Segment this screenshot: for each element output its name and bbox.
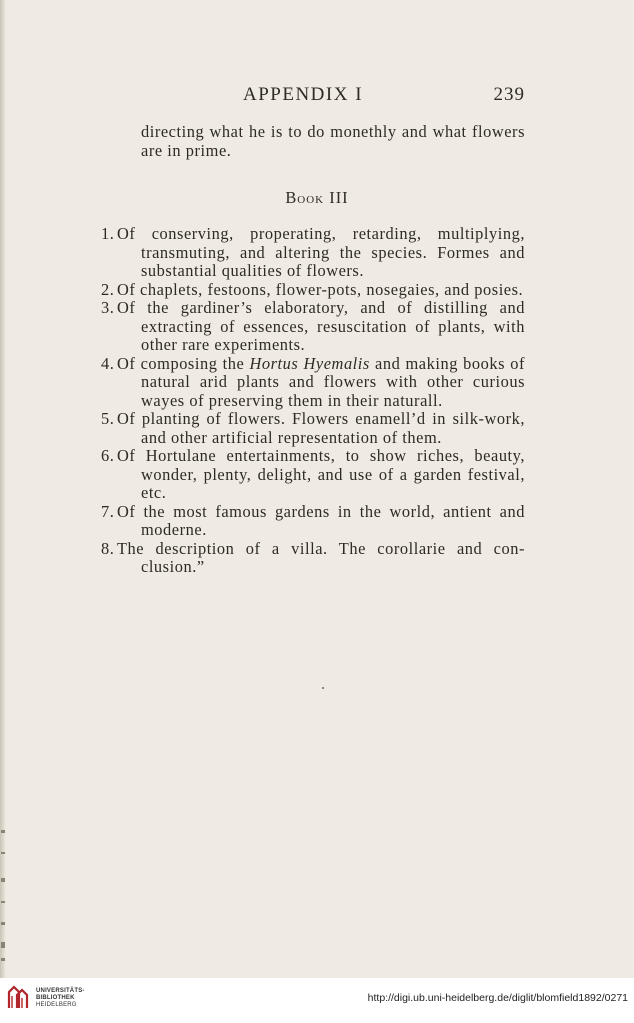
list-item-number: 5. xyxy=(101,409,115,428)
list-item xyxy=(101,501,525,540)
list-item xyxy=(101,224,525,281)
list-item-italic-title: Hortus Hyemalis xyxy=(249,353,370,373)
list-item-text: Of Hortulane entertainments, to show riches, beauty, wonder, plenty, delight, and use of a garden festival, etc. xyxy=(117,446,525,502)
list-item-number: 4. xyxy=(101,353,115,373)
list-item xyxy=(101,298,525,355)
section-heading xyxy=(0,188,634,208)
list-item xyxy=(101,353,525,411)
page-number: 239 xyxy=(493,84,525,105)
list-item-text-before: Of composing the xyxy=(117,353,250,373)
digitization-footer xyxy=(0,978,634,1023)
list-item-number: 7. xyxy=(101,501,115,521)
library-name-line1: UNIVERSITÄTS- xyxy=(36,988,85,994)
chapter-list xyxy=(0,225,634,577)
library-name xyxy=(36,988,85,1009)
section-heading-number: III xyxy=(329,188,349,207)
section-heading-word: ook xyxy=(297,188,325,207)
running-title: APPENDIX I xyxy=(243,84,364,105)
list-item xyxy=(101,538,525,577)
continuation-paragraph: directing what he is to do monethly and what flowers are in prime. xyxy=(141,122,525,160)
list-item-number: 3. xyxy=(101,298,115,317)
binding-marks xyxy=(0,830,8,970)
list-item-number: 1. xyxy=(101,224,115,243)
library-name-line3: HEIDELBERG xyxy=(36,1002,77,1008)
list-item-text xyxy=(117,354,525,410)
ink-speck xyxy=(322,687,324,689)
list-item-text: Of the most famous gardens in the world, antient and moderne. xyxy=(117,501,525,539)
library-name-line2: BIBLIOTHEK xyxy=(36,995,75,1001)
list-item-text-after: and making books of natural arid plants and flowers with other curious wayes of preserving them in their naturall. xyxy=(141,353,525,410)
list-item xyxy=(101,446,525,503)
list-item-text: Of chaplets, festoons, flower-pots, nosegaies, and posies. xyxy=(117,279,524,299)
section-heading-initial: B xyxy=(285,188,298,207)
list-item-text: Of the gardiner’s elaboratory, and of distilling and extracting of essences, resuscitation of plants, with other rare experiments. xyxy=(117,298,525,354)
list-item-text: The description of a villa. The corollarie and con-clusion.” xyxy=(117,538,525,576)
university-library-logo-icon xyxy=(6,984,32,1010)
list-item xyxy=(101,409,525,447)
source-url-link[interactable]: http://digi.ub.uni-heidelberg.de/diglit/blomfield1892/0271 xyxy=(367,992,628,1004)
list-item-number: 2. xyxy=(101,279,115,299)
list-item-number: 6. xyxy=(101,446,115,465)
list-item-number: 8. xyxy=(101,538,115,558)
running-header xyxy=(110,84,525,108)
list-item-text: Of conserving, properating, retarding, multiplying, transmuting, and altering the species. Formes and substantial qualities of flowers. xyxy=(117,224,525,280)
list-item xyxy=(101,279,525,300)
list-item-text: Of planting of flowers. Flowers enamell’d in silk-work, and other artificial representation of them. xyxy=(117,409,525,447)
